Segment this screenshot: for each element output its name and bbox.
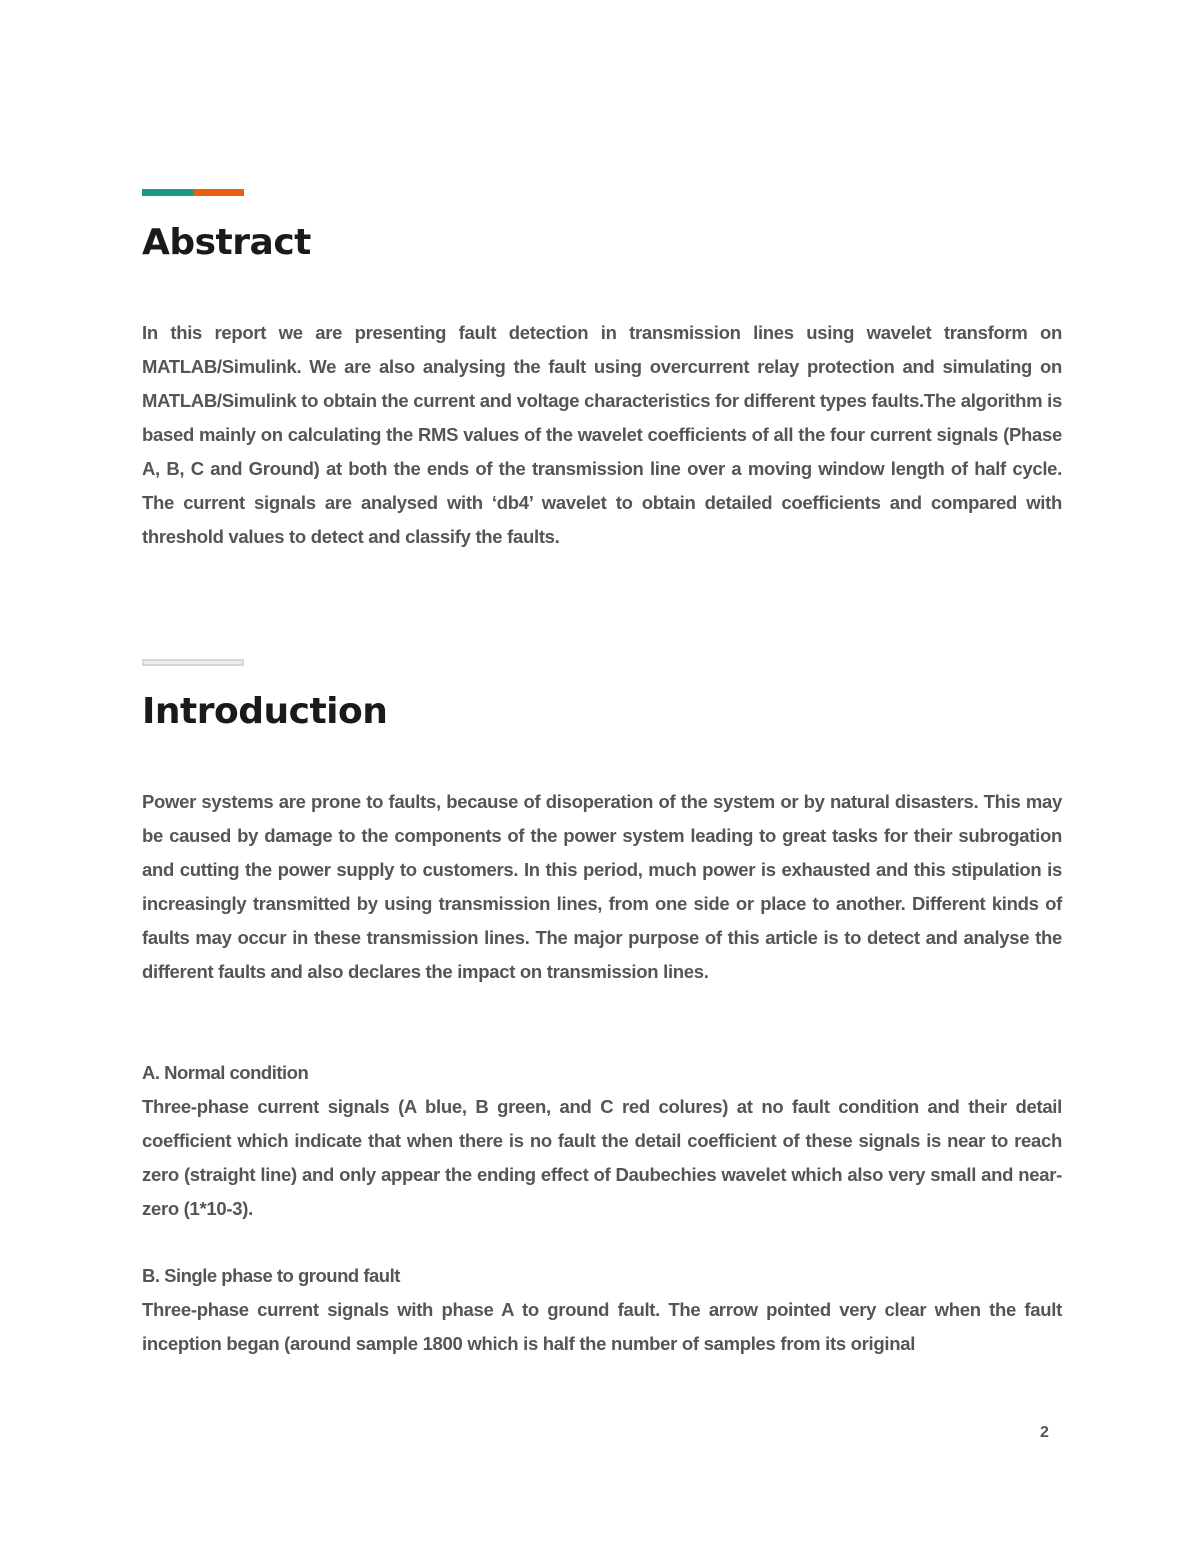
abstract-heading: Abstract [142, 222, 311, 263]
accent-bar-orange [193, 189, 244, 196]
subsection-b-heading: B. Single phase to ground fault [142, 1265, 400, 1286]
introduction-body: Power systems are prone to faults, because of disoperation of the system or by natural disasters. This may be caused by damage to the components of the power system leading to great tasks for their subrogation and cutting the power supply to customers. In this period, much power is exhausted and this stipulation is increasingly transmitted by using transmission lines, from one side or place to another. Different kinds of faults may occur in these transmission lines. The major purpose of this article is to detect and analyse the different faults and also declares the impact on transmission lines. [142, 791, 1062, 982]
subsection-b-body: Three-phase current signals with phase A to ground fault. The arrow pointed very clear when the fault inception began (around sample 1800 which is half the number of samples from its original [142, 1299, 1062, 1354]
introduction-accent-bar [142, 659, 244, 666]
abstract-accent-bar [142, 189, 244, 196]
page-number: 2 [1040, 1424, 1049, 1441]
subsection-a-body: Three-phase current signals (A blue, B green, and C red colures) at no fault condition and their detail coefficient which indicate that when there is no fault the detail coefficient of these signals is near to reach zero (straight line) and only appear the ending effect of Daubechies wavelet which also very small and near-zero (1*10-3). [142, 1096, 1062, 1219]
abstract-body: In this report we are presenting fault detection in transmission lines using wavelet transform on MATLAB/Simulink. We are also analysing the fault using overcurrent relay protection and simulating on MATLAB/Simulink to obtain the current and voltage characteristics for different types faults.The algorithm is based mainly on calculating the RMS values of the wavelet coefficients of all the four current signals (Phase A, B, C and Ground) at both the ends of the transmission line over a moving window length of half cycle. The current signals are analysed with ‘db4’ wavelet to obtain detailed coefficients and compared with threshold values to detect and classify the faults. [142, 322, 1062, 547]
introduction-heading: Introduction [142, 691, 388, 732]
subsection-a-heading: A. Normal condition [142, 1062, 309, 1083]
accent-bar-teal [142, 189, 193, 196]
